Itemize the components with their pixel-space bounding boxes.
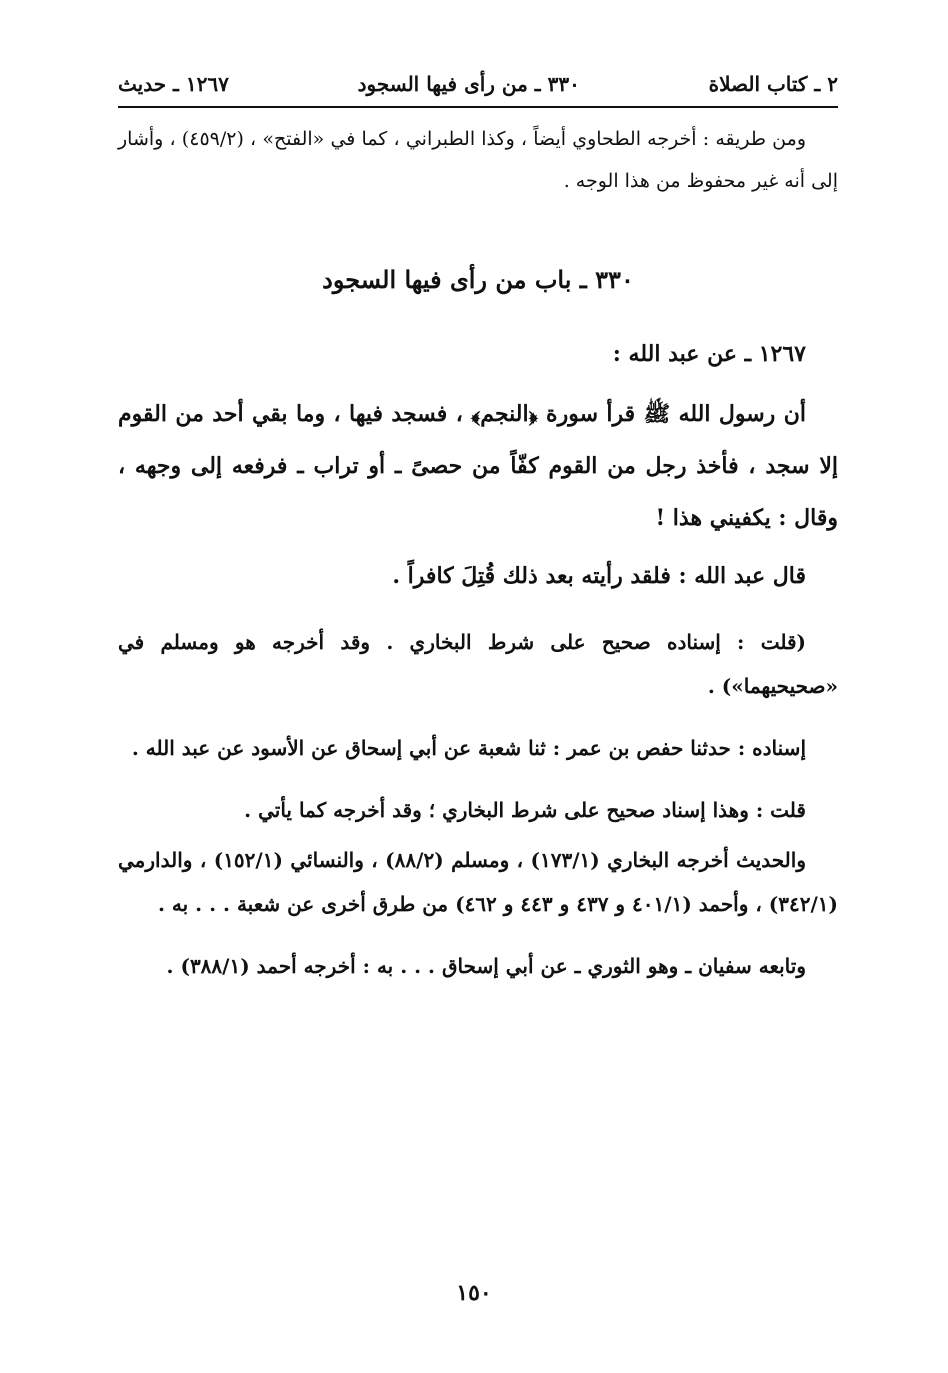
hadith-number-heading: ١٢٦٧ ـ عن عبد الله :	[612, 341, 806, 367]
mutaba-paragraph: وتابعه سفيان ـ وهو الثوري ـ عن أبي إسحاق . . . به : أخرجه أحمد (٣٨٨/١) .	[166, 954, 806, 978]
hadith-text: أن رسول الله ﷺ قرأ سورة ﴿النجم﴾ ، فسجد فيها ، وما بقي أحد من القوم إلا سجد ، فأخذ رجل من القوم كفّاً من حصىً ـ أو تراب ـ فرفعه إلى وجهه ، وقال : يكفيني هذا !	[118, 401, 838, 531]
isnad-paragraph: إسناده : حدثنا حفص بن عمر : ثنا شعبة عن أبي إسحاق عن الأسود عن عبد الله .	[131, 736, 806, 760]
author-note-isnad: قلت : وهذا إسناد صحيح على شرط البخاري ؛ وقد أخرجه كما يأتي .	[244, 798, 806, 822]
page-body	[118, 118, 838, 988]
header-hadith-number: ١٢٦٧ ـ حديث	[118, 72, 229, 96]
header-divider	[118, 106, 838, 108]
takhrij-paragraph: والحديث أخرجه البخاري (١٧٣/١) ، ومسلم (٨٨/٢) ، والنسائي (١٥٢/١) ، والدارمي (٣٤٢/١) ، وأحمد (٤٠١/١ و ٤٣٧ و ٤٤٣ و ٤٦٢) من طرق أخرى عن شعبة . . . به .	[118, 848, 838, 916]
header-chapter-title: ٣٣٠ ـ من رأى فيها السجود	[357, 72, 580, 96]
intro-paragraph: ومن طريقه : أخرجه الطحاوي أيضاً ، وكذا الطبراني ، كما في «الفتح» ، (٤٥٩/٢) ، وأشار إلى أنه غير محفوظ من هذا الوجه .	[118, 128, 838, 192]
chapter-heading: ٣٣٠ ـ باب من رأى فيها السجود	[322, 265, 634, 294]
running-header	[118, 66, 838, 102]
abdullah-statement: قال عبد الله : فلقد رأيته بعد ذلك قُتِلَ كافراً .	[392, 563, 806, 589]
author-note-grading: (قلت : إسناده صحيح على شرط البخاري . وقد أخرجه هو ومسلم في «صحيحيهما») .	[118, 630, 838, 698]
header-book-title: ٢ ـ كتاب الصلاة	[708, 72, 838, 96]
page-number: ١٥٠	[456, 1280, 492, 1306]
